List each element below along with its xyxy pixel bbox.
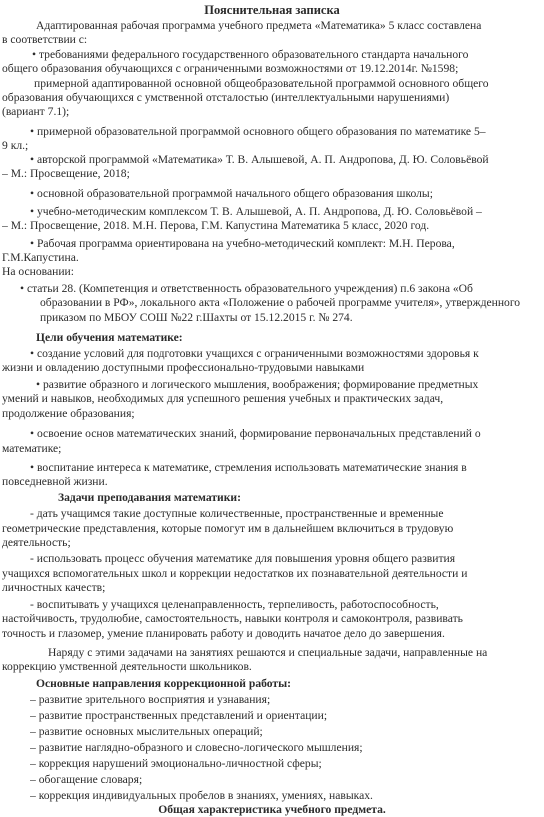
text-line: - воспитывать у учащихся целенаправленность, терпеливость, работоспособность, (30, 598, 439, 611)
text-line: • примерной образовательной программой основного общего образования по математике 5– (30, 125, 486, 138)
text-line: • освоение основ математических знаний, формирование первоначальных представлений о (30, 427, 481, 440)
list-item: – развитие основных мыслительных операций; (30, 725, 263, 738)
text-line: Г.М.Капустина. (2, 251, 79, 264)
text-line: (вариант 7.1); (2, 105, 70, 118)
text-line: • требованиями федерального государственного образовательного стандарта начального (32, 48, 469, 61)
text-line: • учебно-методическим комплексом Т. В. Алышевой, А. П. Андропова, Д. Ю. Соловьёвой – (30, 205, 482, 218)
list-item: – коррекция нарушений эмоционально-личностной сферы; (30, 757, 322, 770)
text-line: • статьи 28. (Компетенция и ответственность образовательного учреждения) п.6 закона «Об (20, 282, 473, 295)
text-line: коррекцию умственной деятельности школьников. (2, 660, 252, 673)
text-line: приказом по МБОУ СОШ №22 г.Шахты от 15.12.2015 г. № 274. (40, 311, 353, 324)
text-line: • основной образовательной программой начального общего образования школы; (30, 187, 433, 200)
text-line: - использовать процесс обучения математике для повышения уровня общего развития (30, 552, 456, 565)
text-line: общего образования обучающихся с ограниченными возможностями от 19.12.2014г. №1598; (2, 62, 459, 75)
section-heading-correction: Основные направления коррекционной работы: (36, 677, 292, 690)
text-line: • создание условий для подготовки учащихся с ограниченными возможностями здоровья к (30, 347, 479, 360)
section-heading-tasks: Задачи преподавания математики: (58, 491, 241, 504)
text-line: • Рабочая программа ориентирована на учебно-методический комплект: М.Н. Перова, (30, 237, 455, 250)
text-line: математике; (2, 442, 62, 455)
text-line: геометрические представления, которые помогут им в дальнейшем включиться в трудовую (2, 522, 454, 535)
section-heading-goals: Цели обучения математике: (36, 331, 183, 344)
text-line: 9 кл.; (2, 139, 29, 152)
text-line: • воспитание интереса к математике, стремления использовать математические знания в (30, 461, 467, 474)
text-line: - дать учащимся такие доступные количественные, пространственные и временные (30, 507, 444, 520)
text-line: деятельность; (2, 536, 71, 549)
list-item: – коррекция индивидуальных пробелов в знаниях, умениях, навыках. (30, 789, 373, 802)
text-line: образовании в РФ», локального акта «Положение о рабочей программе учителя», утвержденного (40, 296, 521, 309)
text-line: точность и глазомер, умение планировать работу и доводить начатое дело до завершения. (2, 627, 445, 640)
text-line: – М.: Просвещение, 2018; (2, 167, 130, 180)
text-line: примерной адаптированной основной общеобразовательной программой основного общего (34, 77, 489, 90)
text-line: жизни и овладению доступными профессионально-трудовыми навыками (2, 361, 365, 374)
text-line: Наряду с этими задачами на занятиях решаются и специальные задачи, направленные на (48, 646, 488, 659)
text-line: Адаптированная рабочая программа учебного предмета «Математика» 5 класс составлена (36, 19, 482, 32)
text-line: • развитие образного и логического мышления, воображения; формирование предметных (36, 378, 479, 391)
list-item: – развитие наглядно-образного и словесно-логического мышления; (30, 741, 363, 754)
text-line: На основании: (2, 265, 74, 278)
text-line: образования обучающихся с умственной отсталостью (интеллектуальными нарушениями) (2, 91, 450, 104)
section-heading-characteristics: Общая характеристика учебного предмета. (158, 803, 386, 816)
text-line: личностных качеств; (2, 581, 106, 594)
text-line: повседневной жизни. (2, 475, 108, 488)
text-line: в соответствии с: (2, 33, 88, 46)
list-item: – развитие зрительного восприятия и узнавания; (30, 693, 271, 706)
list-item: – развитие пространственных представлений и ориентации; (30, 709, 328, 722)
list-item: – обогащение словаря; (30, 773, 143, 786)
text-line: • авторской программой «Математика» Т. В. Алышевой, А. П. Андропова, Д. Ю. Соловьёвой (30, 153, 489, 166)
text-line: учащихся вспомогательных школ и коррекции недостатков их познавательной деятельности и (2, 567, 468, 580)
text-line: – М.: Просвещение, 2018. М.Н. Перова, Г.М. Капустина Математика 5 класс, 2020 год. (2, 219, 430, 232)
text-line: продолжение образования; (2, 407, 135, 420)
document-title: Пояснительная записка (204, 3, 340, 17)
text-line: настойчивость, трудолюбие, самостоятельность, навыки контроля и самоконтроля, развивать (2, 612, 463, 625)
text-line: умений и навыков, необходимых для успешного решения учебных и практических задач, (2, 392, 444, 405)
